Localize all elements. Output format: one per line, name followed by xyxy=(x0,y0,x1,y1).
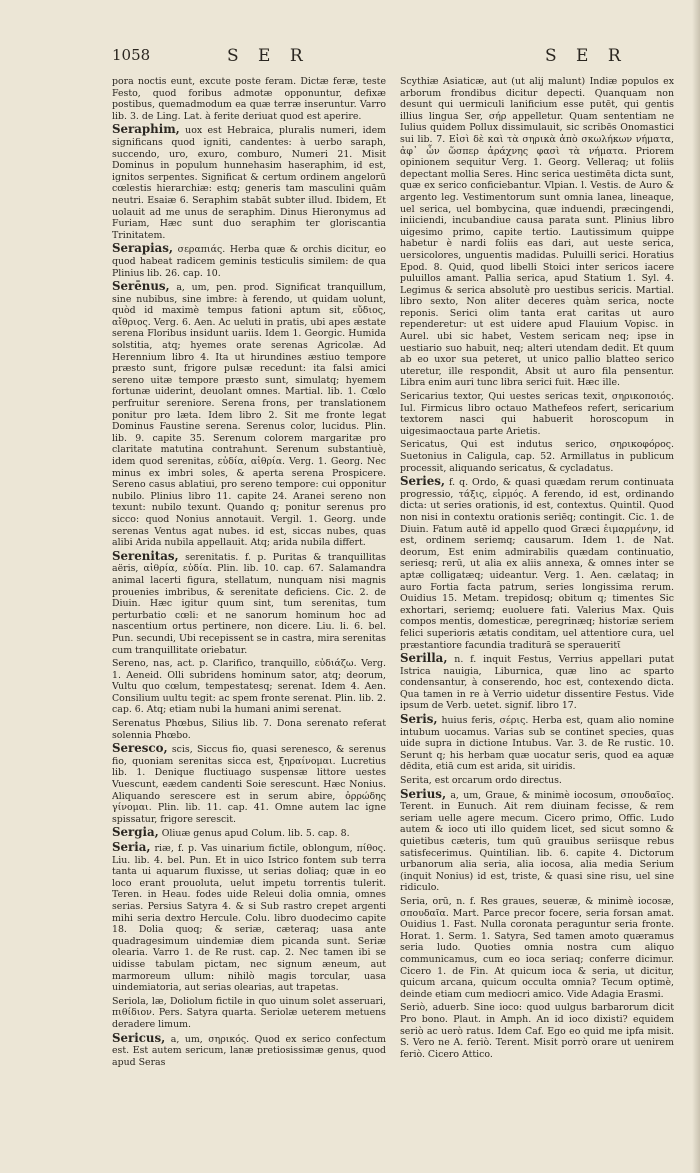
dictionary-entry xyxy=(112,243,386,279)
entry-headword: Series, xyxy=(400,474,445,489)
entry-headword: Serapias, xyxy=(112,241,174,256)
dictionary-entry xyxy=(112,743,386,825)
entry-headword: Sericus, xyxy=(112,1030,166,1045)
entry-text: Seriola, læ, Doliolum fictile in quo uinum solet asseruari, πιθίδιον. Pers. Satyra quarta. Seriolæ ueterem metuens deradere limum. xyxy=(112,995,386,1030)
entry-text: Scythiæ Asiaticæ, aut (ut alij malunt) Indiæ populos ex arborum frondibus dicitur depecti. Quanquam non desunt qui uermiculi lanificium esse putēt, qui gentis illius lingua Ser, σήρ appelletur. Quam sententiam ne Iulius quidem Pollux dissimulauit, sic scribēs Onomastici sui lib. 7. Εἰσὶ δὲ καὶ τὰ σηρικὰ ἀπὸ σκωλήκων νήματα, ἀφ᾽ ὧν ὥσπερ ἀράχνης φασὶ τὰ νήματα. Priorem opinionem sequitur Verg. 1. Georg. Velleraq; ut foliis depectant mollia Seres. Hinc serica uestimēta dicta sunt, quæ ex serico conficiebantur. Vlpian. l. Vestis. de Auro & argento leg. Vestimentorum sunt omnia lanea, lineaque, uel serica, uel bombycina, quæ induendi, præcingendi, iniiciendi, incubandiue causa parata sunt. Plinius libro uigesimo primo, capite tertio. Lautissimum quippe habetur è nardi foliis eas dari, aut ueste serica, uersicolores, unguentis madidas. Puluilli serici. Horatius Epod. 8. Quid, quod libelli Stoici inter sericos iacere puluillos amant. Pallia serica, apud Statium 1. Syl. 4. Legimus & serica absolutè pro uestibus sericis. Martial. libro sexto, Non aliter deceres quàm serica, nocte reponis. Serici olim tanta erat caritas ut auro rependeretur: ut est uidere apud Flauium Vopisc. in Aurel. ubi sic habet, Vestem sericam neq; ipse in uestiario suo habuit, neq; alteri utendam dedit. Et quum ab eo uxor sua peteret, ut unico pallio blatteo serico uteretur, ille respondit, Absit ut auro fila pensentur. Libra enim auri tunc libra serici fuit. Hæc ille. xyxy=(400,76,674,389)
left-column xyxy=(112,76,386,1106)
page-header xyxy=(112,46,674,70)
entry-headword: Serēnus, xyxy=(112,279,170,294)
dictionary-entry xyxy=(400,896,674,1000)
entry-text: a, um, pen. prod. Significat tranquillum, sine nubibus, sine imbre: à ferendo, ut quidam uolunt, quòd id maximè tempus fationi aptum sit, εὔδιος, αἴθριος. Verg. 6. Aen. Ac ueluti in pratis, ubi apes æstate serena Floribus insidunt uariis. Idem 1. Georgic. Humida solstitia, atq; hyemes orate serenas Agricolæ. Ad Herennium libro 4. Ita ut hirundines æstiuo tempore præsto sunt, frigore pulsæ recedunt: ita falsi amici sereno uitæ tempore præsto sunt, simulatq; hyemem fortunæ uiderint, deuolant omnes. Martial. lib. 1. Cœlo perfruitur sereniore. Serena frons, per translationem ponitur pro læta. Idem libro 2. Sit me fronte legat Dominus Faustine serena. Serenus color, lucidus. Plin. lib. 9. capite 35. Serenum colorem margaritæ pro claritate matutina contrahunt. Serenum substantiuè, idem quod serenitas, εὐδία, αἰθρία. Verg. 1. Georg. Nec minus ex imbri soles, & aperta serena Prospicere. Sereno casus ablatiui, pro sereno tempore: cui opponitur nubilo. Plinius libro 11. capite 24. Aranei sereno non texunt: nubilo texunt. Quando q; ponitur serenus pro sicco: quod Nonius annotauit. Vergil. 1. Georg. unde serenas Ventus agat nubes. id est, siccas nubes, quas alibi Arida nubila appellauit. Atq; arida nubila differt. xyxy=(112,282,386,549)
entry-headword: Seris, xyxy=(400,712,438,727)
entry-text: huius feris, σέρις. Herba est, quam alio nomine intubum uocamus. Varias sub se continet species, quas uide supra in dictione Intubus. Var. 3. de Re rustic. 10. Serunt q; his herbam quæ uocatur seris, quod ea aquæ dēdita, etiā cum est arida, sit uiridis. xyxy=(400,715,674,773)
dictionary-entry xyxy=(112,1030,386,1069)
entry-text: Serenatus Phœbus, Silius lib. 7. Dona serenato referat solennia Phœbo. xyxy=(112,718,386,741)
dictionary-entry xyxy=(400,476,674,651)
entry-text: scis, Siccus fio, quasi serenesco, & serenus fio, quoniam serenitas sicca est, ξηραίνομαι. Lucretius lib. 1. Denique fluctiuago suspensæ littore uestes Vuescunt, eædem candenti Soie serescunt. Hæc Nonius. Aliquando serescere est in serum abire, ὀρρώδης γίνομαι. Plin. lib. 11. cap. 41. Omne autem lac igne spissatur, frigore serescit. xyxy=(112,744,386,825)
dictionary-entry xyxy=(112,76,386,122)
entry-text: a, um, σηρικός. Quod ex serico confectum est. Est autem sericum, lanæ pretiosissimæ genus, quod apud Seras xyxy=(112,1033,386,1068)
dictionary-entry xyxy=(400,786,674,894)
entry-text: Oliuæ genus apud Colum. lib. 5. cap. 8. xyxy=(161,828,350,840)
entry-text: a, um, Graue, & minimè iocosum, σπουδαῖος. Terent. in Eunuch. Ait rem diuinam fecisse, & rem seriam uelle agere mecum. Cicero primo, Offic. Ludo autem & ioco uti illo quidem licet, sed sicut somno & quietibus cæteris, tum quū grauibus seriisque rebus satisfecerimus. Quintilian. lib. 6. capite 4. Dictorum urbanorum alia seria, alia iocosa, alia media Serium (inquit Nonius) id est, triste, & quasi sine risu, uel sine ridiculo. xyxy=(400,789,674,894)
entry-text: Sericarius textor, Qui uestes sericas texit, σηρικοποιός. Iul. Firmicus libro octauo Mathefeos refert, sericarium textorem nasci qui habuerit horoscopum in uigesimaoctaua parte Arietis. xyxy=(400,391,674,437)
dictionary-entry xyxy=(112,718,386,741)
dictionary-entry xyxy=(400,1002,674,1060)
entry-text: serenitatis. f. p. Puritas & tranquillitas aëris, αἰθρία, εὐδία. Plin. lib. 10. cap. 67. Salamandra animal lacerti figura, stellatum, nunquam nisi magnis prouenies imbribus, & serenitate deficiens. Cic. 2. de Diuin. Hæc igitur quum sint, tum serenitas, tum perturbatio cœli: et ne sanorum hominum hoc ad nascentium ortus pertinere, non dicere. Liu. li. 6. bel. Pun. secundi, Ubi recepissent se in castra, mira serenitas cum tranquillitate oriebatur. xyxy=(112,551,386,656)
dictionary-entry xyxy=(112,124,386,241)
entry-text: Sereno, nas, act. p. Clarifico, tranquillo, εὐδιάζω. Verg. 1. Aeneid. Olli subridens hominum sator, atq; deorum, Vultu quo cœlum, tempestatesq; serenat. Idem 4. Aen. Consilium uultu tegit: ac spem fronte serenat. Plin. lib. 2. cap. 6. Atq; etiam nubi la humani animi serenat. xyxy=(112,658,386,716)
text-columns xyxy=(112,76,674,1106)
entry-headword: Serenitas, xyxy=(112,548,179,563)
page-number: 1058 xyxy=(112,46,151,64)
entry-text: σεραπιάς. Herba quæ & orchis dicitur, eo quod habeat radicem geminis testiculis similem: de qua Plinius lib. 26. cap. 10. xyxy=(112,244,386,279)
entry-text: n. f. inquit Festus, Verrius appellari putat Istrica nauigia, Liburnica, quæ lino ac sparto condensantur, à conserendo, hoc est, contexendo dicta. Qua tamen in re à Verrio uidetur dissentire Festus. Vide ipsum de Verb. uetet. signif. libro 17. xyxy=(400,654,674,712)
entry-text: Seriò, aduerb. Sine ioco: quod uulgus barbarorum dicit Pro bono. Plaut. in Amph. An id ioco dixisti? equidem seriò ac uerò ratus. Idem Caf. Ego eo quid me ipfa misit. S. Vero ne A. feriò. Terent. Misit porrò orare ut uenirem feriò. Cicero Attico. xyxy=(400,1002,674,1060)
right-column xyxy=(400,76,674,1106)
entry-text: pora noctis eunt, excute poste feram. Dictæ feræ, teste Festo, quod foribus admotæ opponuntur, defixæ postibus, quemadmodum ea quæ terræ inseruntur. Varro lib. 3. de Ling. Lat. à ferite deriuat quod est aperire. xyxy=(112,76,386,122)
entry-text: Sericatus, Qui est indutus serico, σηρικοφόρος. Suetonius in Caligula, cap. 52. Armillatus in publicum processit, aliquando sericatus, & cycladatus. xyxy=(400,439,674,474)
dictionary-entry xyxy=(400,439,674,474)
entry-headword: Seresco, xyxy=(112,741,168,756)
dictionary-entry xyxy=(400,76,674,389)
dictionary-entry xyxy=(112,827,386,840)
dictionary-entry xyxy=(400,391,674,437)
dictionary-entry xyxy=(400,653,674,712)
dictionary-entry xyxy=(112,996,386,1031)
running-head-left: S E R xyxy=(227,46,310,66)
entry-text: Serita, est orcarum ordo directus. xyxy=(400,775,562,787)
running-head-right: S E R xyxy=(545,46,628,66)
entry-headword: Seraphim, xyxy=(112,122,180,137)
entry-text: Seria, orū, n. f. Res graues, seueræ, & minimè iocosæ, σπουδαῖα. Mart. Parce precor focere, seria forsan amat. Ouidius 1. Fast. Nulla coronata peraguntur seria fronte. Horat. 1. Serm. 1. Satyra, Sed tamen amoto quæramus seria ludo. Quoties omnia nostra cum aliquo communicamus, cum eo ioca seriaq; conferre dicimur. Cicero 1. de Fin. At quicum ioca & seria, ut dicitur, quicum arcana, quicum occulta omnia? Tecum optimè, deinde etiam cum mediocri amico. Vide Adagia Erasmi. xyxy=(400,895,674,1000)
dictionary-entry xyxy=(112,281,386,549)
dictionary-entry xyxy=(112,658,386,716)
dictionary-entry xyxy=(112,548,386,656)
entry-text: uox est Hebraica, pluralis numeri, idem significans quod igniti, candentes: à uerbo saraph, succendo, uro, exuro, comburo, Numeri 21. Misit Dominus in populum hunnehasim haseraphim, id est, ignitos serpentes. Significat & certum ordinem angelorū cœlestis hierarchiæ: estq; generis tam masculini quām neutri. Esaiæ 6. Seraphim stabāt subter illud. Ibidem, Et uolauit ad me unus de seraphim. Dinus Hieronymus ad Furiam, Hæc sunt duo seraphim ter gloriscantia Trinitatem. xyxy=(112,125,386,241)
entry-text: f. q. Ordo, & quasi quædam rerum continuata progressio, τάξις, εἱρμός. A ferendo, id est, ordinando dicta: ut series orationis, id est, contextus. Quintil. Quod non nisi in contextu orationis seriēq; contingit. Cic. 1. de Diuin. Fatum autē id appello quod Græci ἑιμαρμένην, id est, ordinem seriemq; causarum. Idem 1. de Nat. deorum, Est enim admirabilis quædam continuatio, seriesq; rerū, ut alia ex aliis annexa, & omnes inter se aptæ colligatæq; uideantur. Verg. 1. Aen. cælataq; in auro Fortia facta patrum, series longissima rerum. Ouidius 15. Metam. trepidosq; obitum q; timentes Sic exhortari, seriemq; euoluere fati. Valerius Max. Quis compos mentis, domesticæ, peregrinæq; historiæ seriem felici superioris ætatis conditam, uel attentiore cura, uel præstantiore facundia traditurā se speraueritῖ xyxy=(400,477,674,651)
entry-text: riæ, f. p. Vas uinarium fictile, oblongum, πίθος. Liu. lib. 4. bel. Pun. Et in uico Istrico fontem sub terra tanta ui aquarum fluxisse, ut serias doliaq; quæ in eo loco erant prouoluta, uelut impetu torrentis tulerit. Teren. in Heau. fodes uide Releui dolia omnia, omnes serias. Persius Satyra 4. & si Sub rastro crepet argenti mihi seria dextro Hercule. Colu. libro duodecimo capite 18. Dolia quoq; & seriæ, cæteraq; uasa ante quadragesimum uindemiæ diem picanda sunt. Seriæ olearia. Varro 1. de Re rust. cap. 2. Nec tamen ibi se uidisse tabulam pictam, nec signum æneum, aut marmoreum ullum: nihilò magis torcular, uasa uindemiatoria, aut serias olearias, aut trapetas. xyxy=(112,843,386,994)
entry-headword: Serilla, xyxy=(400,651,448,666)
dictionary-entry xyxy=(400,714,674,773)
dictionary-entry xyxy=(400,775,674,787)
entry-headword: Serius, xyxy=(400,786,447,801)
page-edge-shadow xyxy=(692,0,700,1173)
entry-headword: Sergia, xyxy=(112,825,159,840)
dictionary-entry xyxy=(112,842,386,994)
entry-headword: Seria, xyxy=(112,840,151,854)
